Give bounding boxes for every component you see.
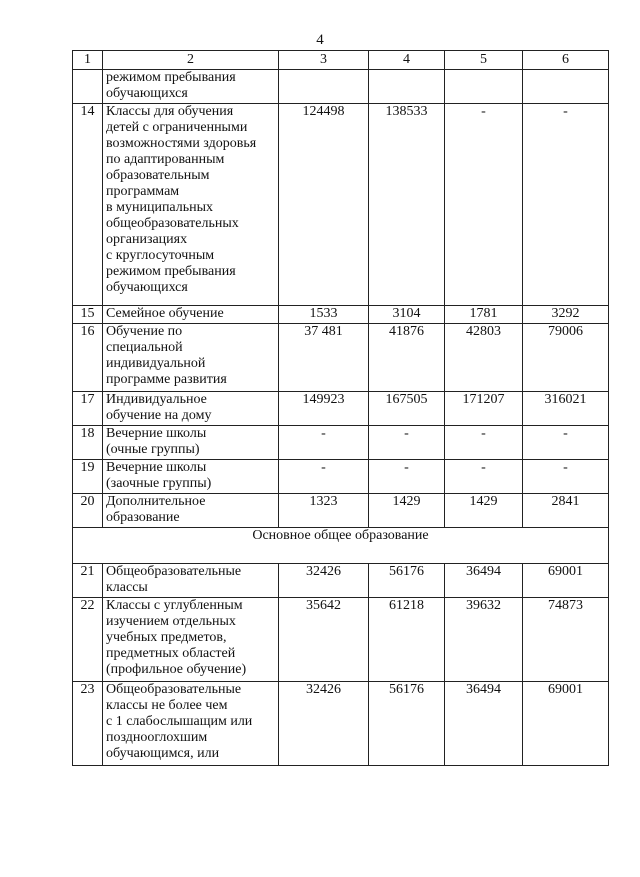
table-row <box>73 104 609 306</box>
row-name: Общеобразовательные классы <box>103 564 279 598</box>
cell-col3: 149923 <box>279 392 369 426</box>
cell-col6 <box>523 70 609 104</box>
cell-col5: 36494 <box>445 682 523 766</box>
header-cell: 4 <box>369 51 445 70</box>
header-cell: 3 <box>279 51 369 70</box>
cell-col6: 74873 <box>523 598 609 682</box>
cell-col4: 167505 <box>369 392 445 426</box>
cell-col3: 35642 <box>279 598 369 682</box>
row-number <box>73 70 103 104</box>
cell-col4: 1429 <box>369 494 445 528</box>
cell-col3: 32426 <box>279 564 369 598</box>
row-number: 20 <box>73 494 103 528</box>
table-row <box>73 494 609 528</box>
row-name: Индивидуальное обучение на дому <box>103 392 279 426</box>
table-row <box>73 426 609 460</box>
row-name: Вечерние школы (заочные группы) <box>103 460 279 494</box>
section-title: Основное общее образование <box>73 528 609 564</box>
table-row <box>73 598 609 682</box>
cell-col4: - <box>369 460 445 494</box>
row-number: 19 <box>73 460 103 494</box>
table-row <box>73 306 609 324</box>
cell-col5: 171207 <box>445 392 523 426</box>
cell-col6: 2841 <box>523 494 609 528</box>
cell-col5 <box>445 70 523 104</box>
row-name: Обучение по специальной индивидуальной программе развития <box>103 324 279 392</box>
row-name: Семейное обучение <box>103 306 279 324</box>
row-number: 18 <box>73 426 103 460</box>
header-cell: 6 <box>523 51 609 70</box>
header-cell: 2 <box>103 51 279 70</box>
cell-col4 <box>369 70 445 104</box>
cell-col3: 124498 <box>279 104 369 306</box>
cell-col6: - <box>523 460 609 494</box>
cell-col5: - <box>445 104 523 306</box>
cell-col5: - <box>445 460 523 494</box>
cell-col6: 3292 <box>523 306 609 324</box>
cell-col4: 138533 <box>369 104 445 306</box>
data-table <box>72 50 609 766</box>
row-name: Дополнительное образование <box>103 494 279 528</box>
cell-col4: 61218 <box>369 598 445 682</box>
cell-col5: 1781 <box>445 306 523 324</box>
cell-col3: 37 481 <box>279 324 369 392</box>
row-number: 15 <box>73 306 103 324</box>
cell-col3: - <box>279 460 369 494</box>
cell-col6: 79006 <box>523 324 609 392</box>
row-name: Классы с углубленным изучением отдельных учебных предметов, предметных областей (профильное обучение) <box>103 598 279 682</box>
cell-col4: 56176 <box>369 682 445 766</box>
table-row <box>73 70 609 104</box>
table-row <box>73 460 609 494</box>
row-number: 16 <box>73 324 103 392</box>
row-number: 17 <box>73 392 103 426</box>
table-row <box>73 392 609 426</box>
row-number: 14 <box>73 104 103 306</box>
page-number: 4 <box>316 32 324 48</box>
header-row <box>73 51 609 70</box>
table-row <box>73 564 609 598</box>
cell-col6: - <box>523 426 609 460</box>
row-number: 22 <box>73 598 103 682</box>
row-name: Классы для обучения детей с ограниченными возможностями здоровья по адаптированным образовательным программам в муниципальных общеобразовательных организациях с круглосуточным режимом пребывания обучающихся <box>103 104 279 306</box>
cell-col4: - <box>369 426 445 460</box>
row-name: режимом пребывания обучающихся <box>103 70 279 104</box>
cell-col5: 39632 <box>445 598 523 682</box>
cell-col5: 42803 <box>445 324 523 392</box>
cell-col6: 69001 <box>523 564 609 598</box>
cell-col3: - <box>279 426 369 460</box>
cell-col3 <box>279 70 369 104</box>
cell-col5: 36494 <box>445 564 523 598</box>
row-number: 21 <box>73 564 103 598</box>
cell-col4: 56176 <box>369 564 445 598</box>
section-row <box>73 528 609 564</box>
cell-col4: 3104 <box>369 306 445 324</box>
row-name: Общеобразовательные классы не более чем с 1 слабослышащим или позднооглохшим обучающимся, или <box>103 682 279 766</box>
cell-col6: 69001 <box>523 682 609 766</box>
table-row <box>73 324 609 392</box>
cell-col5: - <box>445 426 523 460</box>
table-row <box>73 682 609 766</box>
cell-col5: 1429 <box>445 494 523 528</box>
header-cell: 1 <box>73 51 103 70</box>
row-number: 23 <box>73 682 103 766</box>
cell-col6: - <box>523 104 609 306</box>
cell-col3: 32426 <box>279 682 369 766</box>
cell-col4: 41876 <box>369 324 445 392</box>
cell-col3: 1533 <box>279 306 369 324</box>
cell-col3: 1323 <box>279 494 369 528</box>
row-name: Вечерние школы (очные группы) <box>103 426 279 460</box>
cell-col6: 316021 <box>523 392 609 426</box>
header-cell: 5 <box>445 51 523 70</box>
